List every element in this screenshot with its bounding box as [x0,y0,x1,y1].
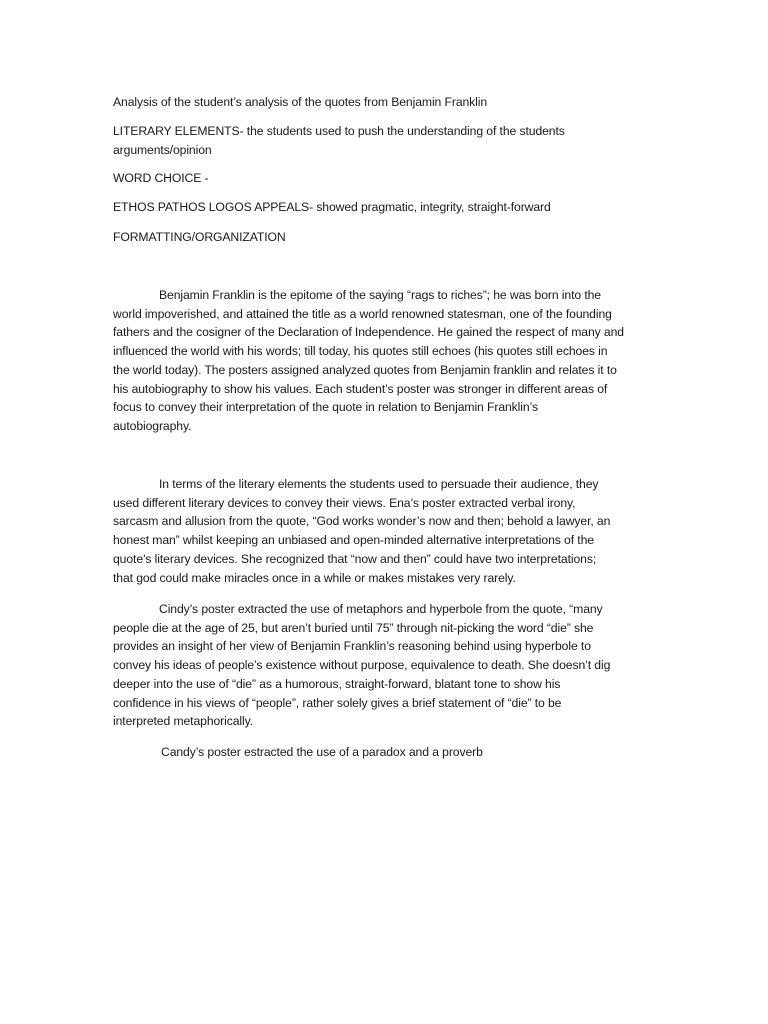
paragraph-line: focus to convey their interpretation of the quote in relation to Benjamin Franklin’s [113,400,538,415]
paragraph-line: sarcasm and allusion from the quote, “God works wonder’s now and then; behold a lawyer, an [113,514,611,529]
paragraph-line: provides an insight of her view of Benjamin Franklin’s reasoning behind using hyperbole to [113,639,591,654]
paragraph-literary-elements [113,475,658,587]
paragraph-line: deeper into the use of “die” as a humorous, straight-forward, blatant tone to show his [113,676,561,691]
formatting-note [113,230,658,244]
paragraph-line: autobiography. [113,418,192,433]
paragraph-line: In terms of the literary elements the students used to persuade their audience, they [159,477,599,491]
paragraph-cindy-poster [113,600,658,731]
paragraph-line: used different literary devices to convey their views. Ena’s poster extracted verbal irony, [113,495,576,510]
paragraph-line: the world today). The posters assigned analyzed quotes from Benjamin franklin and relates it to [113,362,617,377]
paragraph-line: his autobiography to show his values. Each student’s poster was stronger in different areas of [113,381,608,396]
document-heading [113,95,658,109]
literary-elements-note [113,122,658,159]
literary-elements-line-2: arguments/opinion [113,142,212,157]
paragraph-line: Benjamin Franklin is the epitome of the saying “rags to riches”; he was born into the [159,288,601,302]
paragraph-intro [113,286,658,436]
word-choice-line: WORD CHOICE - [113,171,209,185]
ethos-line: ETHOS PATHOS LOGOS APPEALS- showed pragmatic, integrity, straight-forward [113,200,551,214]
formatting-line: FORMATTING/ORGANIZATION [113,230,286,244]
paragraph-candy-poster [113,743,658,762]
heading-line: Analysis of the student’s analysis of the quotes from Benjamin Franklin [113,95,488,109]
paragraph-line: interpreted metaphorically. [113,714,254,729]
paragraph-line: world impoverished, and attained the title as a world renowned statesman, one of the founding [113,306,612,321]
paragraph-line: influenced the world with his words; till today, his quotes still echoes (his quotes still echoes in [113,344,608,359]
literary-elements-line-1: LITERARY ELEMENTS- the students used to push the understanding of the students [113,124,565,138]
paragraph-line: fathers and the cosigner of the Declaration of Independence. He gained the respect of many and [113,325,624,340]
paragraph-line: Cindy’s poster extracted the use of metaphors and hyperbole from the quote, “many [159,602,603,616]
paragraph-line: convey his ideas of people’s existence without purpose, equivalence to death. She doesn’t dig [113,658,611,673]
paragraph-line: honest man” whilst keeping an unbiased and open-minded alternative interpretations of the [113,533,594,548]
ethos-pathos-logos-note [113,200,658,214]
word-choice-note [113,171,658,185]
paragraph-line: quote’s literary devices. She recognized that “now and then” could have two interpretations; [113,551,597,566]
paragraph-line: that god could make miracles once in a while or makes mistakes very rarely. [113,570,516,585]
paragraph-line: confidence in his views of “people”, rather solely gives a brief statement of “die” to be [113,695,562,710]
paragraph-line: Candy’s poster estracted the use of a paradox and a proverb [161,745,483,759]
paragraph-line: people die at the age of 25, but aren’t buried until 75” through nit-picking the word “die” she [113,620,594,635]
